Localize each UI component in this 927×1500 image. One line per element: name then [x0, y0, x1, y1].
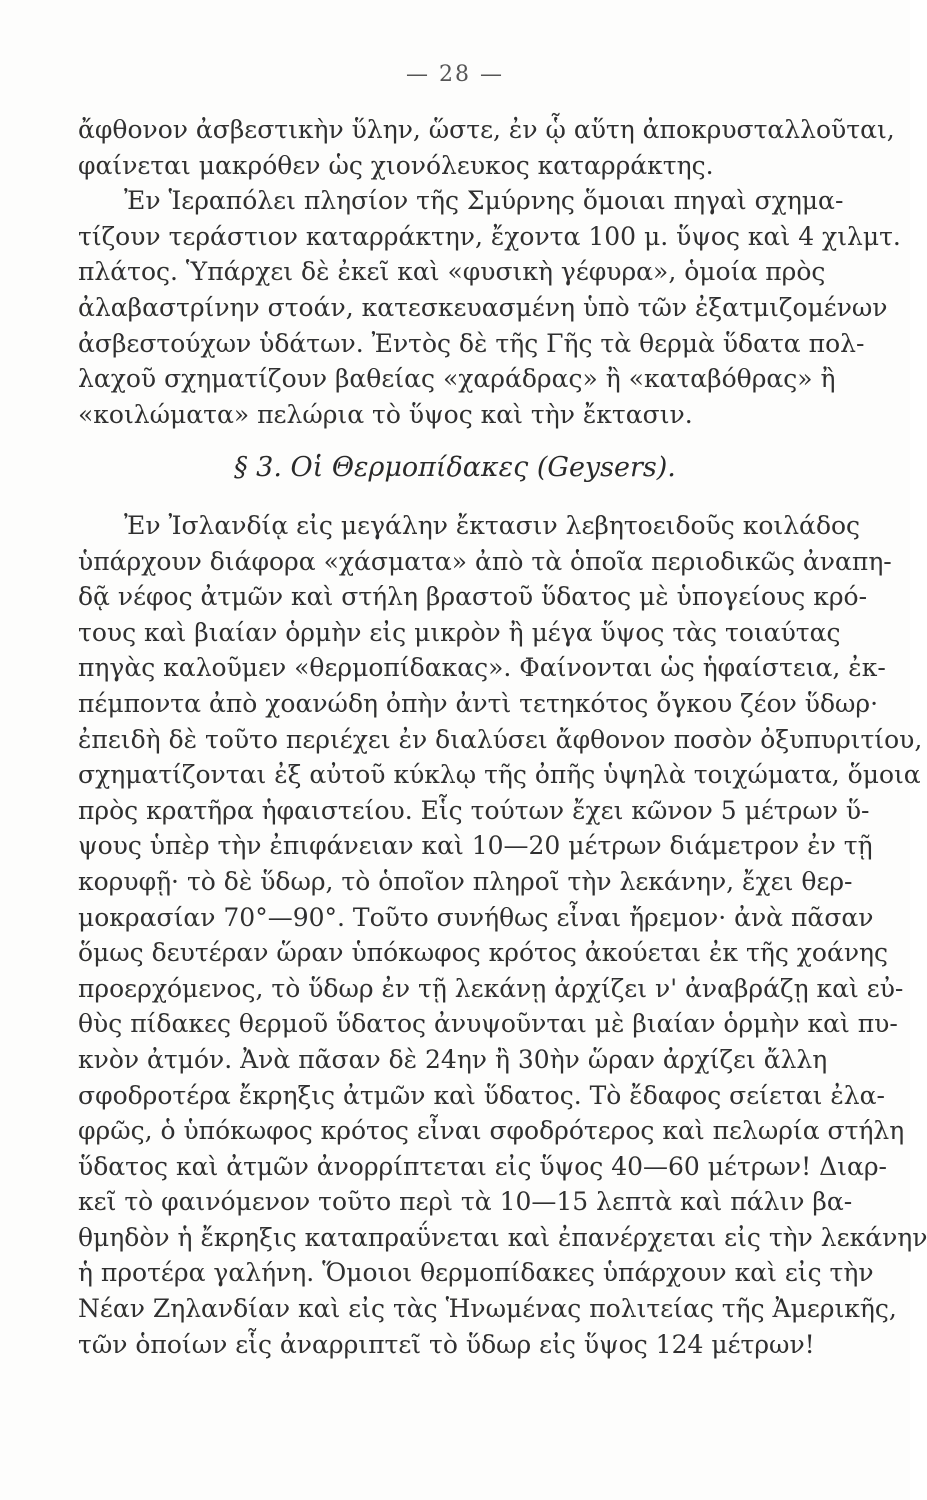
text-line: θὺς πίδακες θερμοῦ ὕδατος ἀνυψοῦνται μὲ βιαίαν ὁρμὴν καὶ πυ- — [78, 1009, 898, 1039]
text-line: Ἐν Ἱεραπόλει πλησίον τῆς Σμύρνης ὅμοιαι πηγαὶ σχημα- — [124, 186, 844, 216]
text-line: μοκρασίαν 70°—90°. Τοῦτο συνήθως εἶναι ἤρεμον· ἀνὰ πᾶσαν — [78, 902, 874, 932]
text-line: κεῖ τὸ φαινόμενον τοῦτο περὶ τὰ 10—15 λεπτὰ καὶ πάλιν βα- — [78, 1187, 853, 1217]
text-line: τους καὶ βιαίαν ὁρμὴν εἰς μικρὸν ἢ μέγα ὕψος τὰς τοιαύτας — [78, 617, 841, 647]
text-line: «κοιλώματα» πελώρια τὸ ὕψος καὶ τὴν ἔκτασιν. — [78, 399, 693, 429]
text-line: ἐπειδὴ δὲ τοῦτο περιέχει ἐν διαλύσει ἄφθονον ποσὸν ὀξυπυριτίου, — [78, 724, 923, 754]
section-heading: § 3. Οἱ Θερμοπίδακες (Geysers). — [234, 452, 676, 483]
text-line: θμηδὸν ἡ ἔκρηξις καταπραΰνεται καὶ ἐπανέρχεται εἰς τὴν λεκάνην — [78, 1222, 927, 1252]
text-line: προερχόμενος, τὸ ὕδωρ ἐν τῇ λεκάνῃ ἀρχίζει ν' ἀναβράζῃ καὶ εὐ- — [78, 973, 904, 1003]
text-line: πηγὰς καλοῦμεν «θερμοπίδακας». Φαίνονται ὡς ἡφαίστεια, ἐκ- — [78, 653, 886, 683]
text-line: λαχοῦ σχηματίζουν βαθείας «χαράδρας» ἢ «καταβόθρας» ἢ — [78, 364, 836, 394]
text-line: φαίνεται μακρόθεν ὡς χιονόλευκος καταρράκτης. — [78, 150, 714, 180]
text-line: ψους ὑπὲρ τὴν ἐπιφάνειαν καὶ 10—20 μέτρων διάμετρον ἐν τῇ — [78, 831, 873, 861]
text-line: κορυφῇ· τὸ δὲ ὕδωρ, τὸ ὁποῖον πληροῖ τὴν λεκάνην, ἔχει θερ- — [78, 866, 853, 896]
text-line: πρὸς κρατῆρα ἡφαιστείου. Εἷς τούτων ἔχει κῶνον 5 μέτρων ὕ- — [78, 795, 870, 825]
text-line: κνὸν ἀτμόν. Ἀνὰ πᾶσαν δὲ 24ην ἢ 30ὴν ὥραν ἀρχίζει ἄλλη — [78, 1044, 828, 1074]
text-line: ἄφθονον ἀσβεστικὴν ὕλην, ὥστε, ἐν ᾧ αὕτη ἀποκρυσταλλοῦται, — [78, 115, 895, 144]
paragraph-hierapolis — [78, 112, 901, 432]
text-line: σφοδροτέρα ἔκρηξις ἀτμῶν καὶ ὕδατος. Τὸ ἔδαφος σείεται ἐλα- — [78, 1080, 885, 1110]
paragraph-geysers — [78, 508, 927, 1362]
text-line: τῶν ὁποίων εἷς ἀναρριπτεῖ τὸ ὕδωρ εἰς ὕψος 124 μέτρων! — [78, 1329, 815, 1359]
text-line: ἀσβεστούχων ὑδάτων. Ἐντὸς δὲ τῆς Γῆς τὰ θερμὰ ὕδατα πολ- — [78, 328, 865, 358]
text-line: φρῶς, ὁ ὑπόκωφος κρότος εἶναι σφοδρότερος καὶ πελωρία στήλη — [78, 1116, 905, 1146]
text-line: δᾷ νέφος ἀτμῶν καὶ στήλη βραστοῦ ὕδατος μὲ ὑπογείους κρό- — [78, 582, 868, 612]
text-line: σχηματίζονται ἐξ αὐτοῦ κύκλῳ τῆς ὀπῆς ὑψηλὰ τοιχώματα, ὅμοια — [78, 760, 921, 790]
text-line: τίζουν τεράστιον καταρράκτην, ἔχοντα 100 μ. ὕψος καὶ 4 χιλμτ. — [78, 221, 901, 251]
text-line: ὕδατος καὶ ἀτμῶν ἀνορρίπτεται εἰς ὕψος 40—60 μέτρων! Διαρ- — [78, 1151, 887, 1181]
text-line: Νέαν Ζηλανδίαν καὶ εἰς τὰς Ἡνωμένας πολιτείας τῆς Ἀμερικῆς, — [78, 1294, 897, 1324]
text-line: ὅμως δευτέραν ὥραν ὑπόκωφος κρότος ἀκούεται ἐκ τῆς χοάνης — [78, 938, 889, 968]
text-line: ὑπάρχουν διάφορα «χάσματα» ἀπὸ τὰ ὁποῖα περιοδικῶς ἀναπη- — [78, 546, 892, 576]
text-line: Ἐν Ἰσλανδίᾳ εἰς μεγάλην ἔκτασιν λεβητοειδοῦς κοιλάδος — [124, 511, 861, 540]
text-line: ἀλαβαστρίνην στοάν, κατεσκευασμένη ὑπὸ τῶν ἐξατμιζομένων — [78, 292, 888, 322]
page-number: — 28 — — [406, 62, 504, 87]
text-line: πέμποντα ἀπὸ χοανώδη ὀπὴν ἀντὶ τετηκότος ὄγκου ζέον ὕδωρ· — [78, 688, 879, 718]
text-line: ἡ προτέρα γαλήνη. Ὅμοιοι θερμοπίδακες ὑπάρχουν καὶ εἰς τὴν — [78, 1258, 874, 1288]
text-line: πλάτος. Ὑπάρχει δὲ ἐκεῖ καὶ «φυσικὴ γέφυρα», ὁμοία πρὸς — [78, 257, 826, 287]
